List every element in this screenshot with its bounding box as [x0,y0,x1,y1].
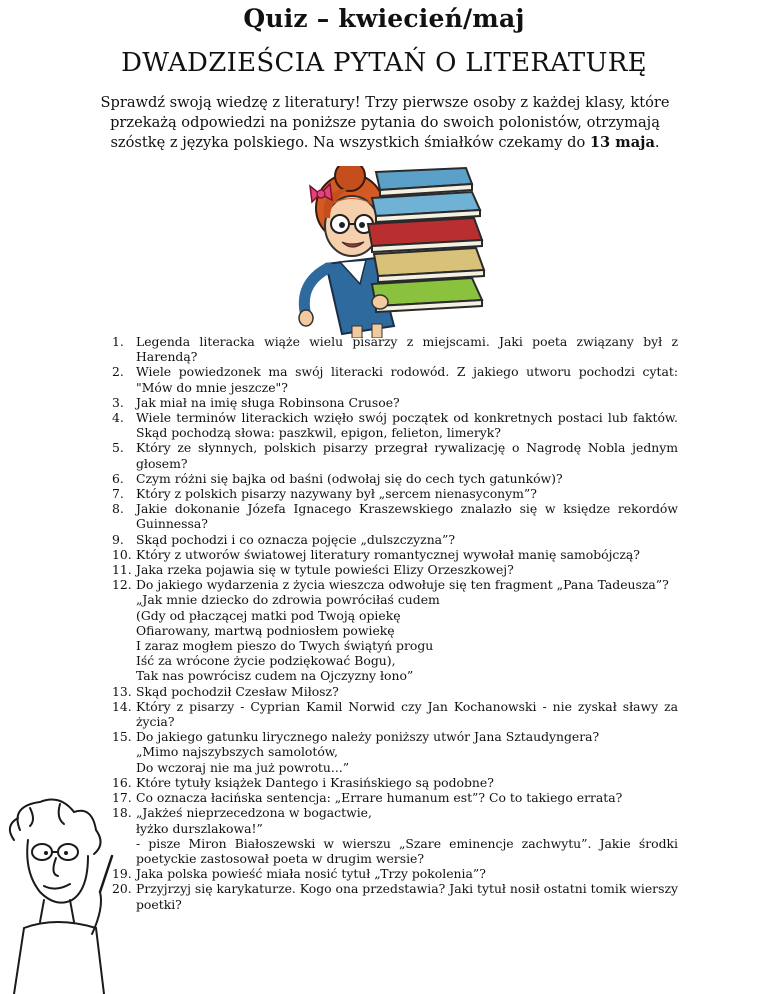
question-text: „Jakżeś nieprzecedzona w bogactwie, [136,805,372,821]
question-text-continued: - pisze Miron Białoszewski w wierszu „Szare eminencje zachwytu”. Jakie środki poetyckie zastosował poeta w drugim wersie? [136,835,678,866]
question-text: Legenda literacka wiąże wielu pisarzy z miejscami. Jaki poeta związany był z Harendą? [136,334,678,365]
question-text: Które tytuły książek Dantego i Krasińskiego są podobne? [136,774,494,790]
question-item [112,562,678,577]
question-item [112,699,678,729]
question-number: 17. [112,790,132,806]
girl-with-books-illustration [268,166,500,338]
question-number: 9. [112,531,124,547]
poem-line: łyżko durszlakowa!” [136,820,263,836]
question-number: 20. [112,881,132,897]
question-number: 10. [112,546,132,562]
poem-line: I zaraz mogłem pieszo do Twych świątyń progu [136,638,434,654]
question-text: Skąd pochodzi i co oznacza pojęcie „dulszczyzna”? [136,531,456,547]
question-text: Który z polskich pisarzy nazywany był „sercem nienasyconym”? [136,486,537,502]
question-text: Przyjrzyj się karykaturze. Kogo ona przedstawia? Jaki tytuł nosił ostatni tomik wierszy poetki? [136,881,678,912]
question-text: Do jakiego gatunku lirycznego należy poniższy utwór Jana Sztaudyngera? [136,729,600,745]
question-item [112,364,678,394]
question-text: Jaka polska powieść miała nosić tytuł „Trzy pokolenia”? [136,866,486,882]
question-number: 8. [112,501,124,517]
question-item [112,866,678,881]
poet-caricature-illustration [0,796,120,994]
question-number: 16. [112,774,132,790]
question-item [112,547,678,562]
question-text: Czym różni się bajka od baśni (odwołaj się do cech tych gatunków)? [136,470,563,486]
question-text: Skąd pochodził Czesław Miłosz? [136,683,339,699]
question-list [112,334,678,912]
question-number: 7. [112,486,124,502]
question-item [112,881,678,911]
question-number: 4. [112,410,124,426]
question-item [112,775,678,790]
poem-line: (Gdy od płaczącej matki pod Twoją opiekę [136,607,401,623]
poem-line: Ofiarowany, martwą podniosłem powiekę [136,622,395,638]
question-item [112,729,678,775]
question-number: 13. [112,683,132,699]
deadline-date: 13 maja [589,134,655,151]
question-item [112,684,678,699]
intro-end: . [654,134,660,151]
question-text: Jaka rzeka pojawia się w tytule powieści Elizy Orzeszkowej? [136,562,514,578]
question-text: Wiele terminów literackich wzięło swój początek od konkretnych postaci lub faktów. Skąd pochodzą słowa: paszkwil, epigon, felieton, limeryk? [136,410,678,441]
question-item [112,577,678,683]
question-item [112,440,678,470]
question-number: 19. [112,866,132,882]
question-text: Jakie dokonanie Józefa Ignacego Kraszewskiego znalazło się w księdze rekordów Guinnessa? [136,501,678,532]
question-text: Wiele powiedzonek ma swój literacki rodowód. Z jakiego utworu pochodzi cytat: "Mów do mnie jeszcze"? [136,364,678,395]
page-subtitle: DWADZIEŚCIA PYTAŃ O LITERATURĘ [121,48,647,78]
question-item [112,410,678,440]
question-text: Który ze słynnych, polskich pisarzy przegrał rywalizację o Nagrodę Nobla jednym głosem? [136,440,678,471]
poem-line: „Mimo najszybszych samolotów, [136,744,338,760]
question-number: 1. [112,334,124,349]
question-number: 12. [112,577,132,593]
question-item [112,805,678,866]
question-number: 14. [112,698,132,714]
question-item [112,532,678,547]
question-text: Do jakiego wydarzenia z życia wieszcza odwołuje się ten fragment „Pana Tadeusza”? [136,577,669,593]
question-text: Który z utworów światowej literatury romantycznej wywołał manię samobójczą? [136,546,640,562]
intro-text: Sprawdź swoją wiedzę z literatury! Trzy pierwsze osoby z każdej klasy, które przekażą odpowiedzi na poniższe pytania do swoich polonistów, otrzymają szóstkę z języka polskiego. Na wszystkich śmiałków czekamy do [100,94,670,151]
question-item [112,501,678,531]
question-number: 18. [112,805,132,821]
question-item [112,334,678,364]
poem-line: „Jak mnie dziecko do zdrowia powróciłaś cudem [136,592,440,608]
question-item [112,471,678,486]
question-number: 5. [112,440,124,456]
poem-line: Iść za wrócone życie podziękować Bogu), [136,653,396,669]
question-number: 3. [112,394,124,410]
question-number: 6. [112,470,124,486]
question-number: 15. [112,729,132,745]
page-title: Quiz – kwiecień/maj [243,4,525,33]
question-text: Który z pisarzy - Cyprian Kamil Norwid czy Jan Kochanowski - nie zyskał sławy za życia? [136,698,678,730]
question-text: Co oznacza łacińska sentencja: „Errare humanum est”? Co to takiego errata? [136,790,623,806]
question-text: Jak miał na imię sługa Robinsona Crusoe? [136,394,400,410]
question-item [112,790,678,805]
question-item [112,395,678,410]
intro-paragraph [96,93,674,153]
question-number: 11. [112,562,132,578]
poem-line: Tak nas powrócisz cudem na Ojczyzny łono” [136,668,414,684]
question-number: 2. [112,364,124,380]
question-item [112,486,678,501]
poem-line: Do wczoraj nie ma już powrotu...” [136,759,350,775]
